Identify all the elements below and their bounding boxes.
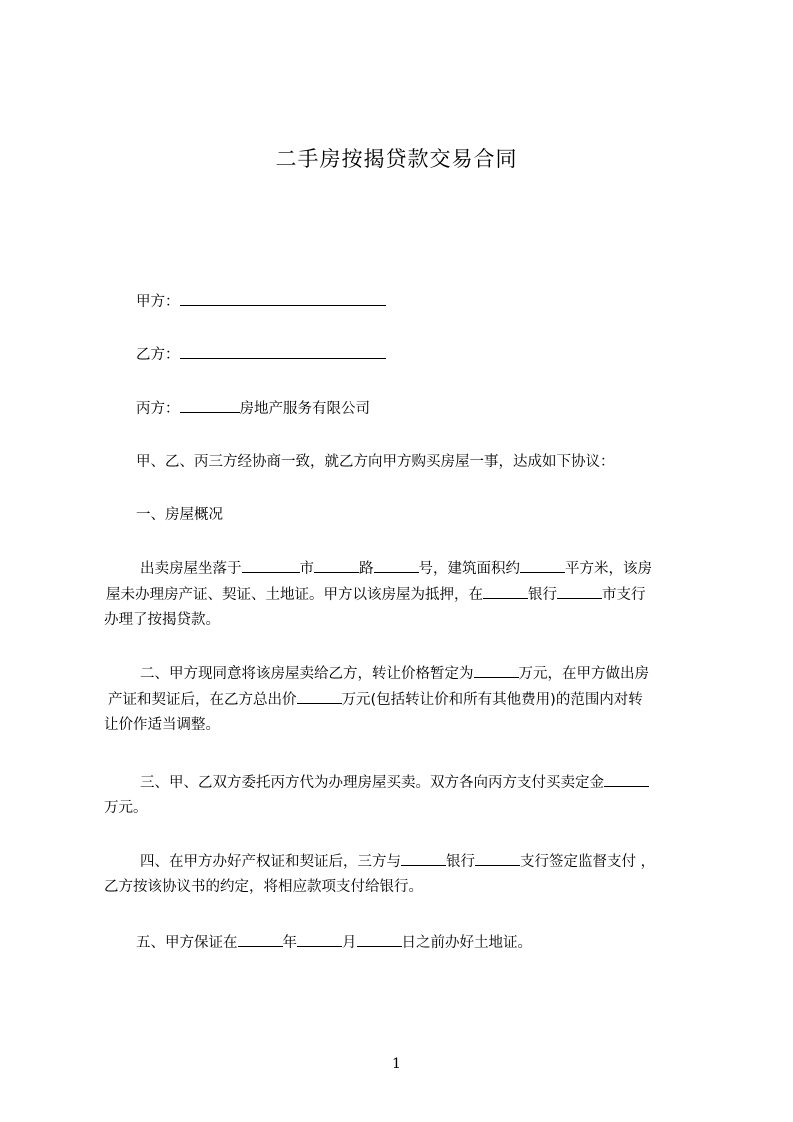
- s3-text-a: 三、甲、乙双方委托丙方代为办理房屋买卖。双方各向丙方支付买卖定金: [140, 775, 604, 791]
- party-a-line: [136, 290, 386, 313]
- section-2-line-1: [140, 662, 649, 685]
- s1-text-c: 路: [359, 561, 374, 577]
- s1-text-b: 市: [299, 561, 314, 577]
- intro-paragraph: 甲、乙、丙三方经协商一致，就乙方向甲方购买房屋一事，达成如下协议：: [136, 454, 615, 470]
- s4-text-c: 支行签定监督支付 ，: [520, 854, 656, 870]
- section-5-line: [136, 931, 532, 954]
- party-a-label: 甲方：: [136, 294, 180, 310]
- document-title: 二手房按揭贷款交易合同: [275, 147, 518, 171]
- party-b-blank: [180, 343, 386, 359]
- section-4-line-1: [140, 850, 655, 873]
- s1-text-e: 平方米，该房: [565, 561, 652, 577]
- number-blank: [374, 557, 419, 573]
- s1-text-h: 市支行: [602, 587, 646, 603]
- area-blank: [520, 557, 565, 573]
- party-c-suffix: 房地产服务有限公司: [239, 401, 370, 417]
- price-blank: [474, 662, 519, 678]
- s4-branch-blank: [475, 850, 520, 866]
- s1-text-a: 出卖房屋坐落于: [140, 561, 242, 577]
- party-b-line: [136, 343, 386, 366]
- s2-text-d: 万元(包括转让价和所有其他费用)的范围内对转: [341, 692, 643, 708]
- party-c-label: 丙方：: [136, 401, 180, 417]
- s4-bank-blank: [401, 850, 446, 866]
- section-3-line-1: [140, 771, 649, 794]
- month-blank: [297, 931, 342, 947]
- section-2-line-2: [108, 688, 643, 711]
- year-blank: [238, 931, 283, 947]
- day-blank: [357, 931, 402, 947]
- branch-blank: [557, 583, 602, 599]
- s2-text-b: 万元，在甲方做出房: [518, 666, 649, 682]
- s5-text-b: 年: [282, 935, 297, 951]
- s1-text-d: 号，建筑面积约: [418, 561, 520, 577]
- s2-text-c: 产证和契证后，在乙方总出价: [108, 692, 297, 708]
- s4-text-b: 银行: [446, 854, 475, 870]
- section-4-line-2: 乙方按该协议书的约定，将相应款项支付给银行。: [104, 879, 423, 895]
- city-blank: [242, 557, 300, 573]
- page-number: 1: [392, 1056, 401, 1072]
- s5-text-d: 日之前办好土地证。: [401, 935, 532, 951]
- party-c-line: [136, 397, 370, 420]
- section-1-line-3: 办理了按揭贷款。: [104, 612, 220, 628]
- s1-text-f: 屋未办理房产证、契证、土地证。甲方以该房屋为抵押，在: [106, 587, 483, 603]
- s1-text-g: 银行: [528, 587, 557, 603]
- s5-text-c: 月: [342, 935, 357, 951]
- section-1-heading: 一、房屋概况: [136, 507, 223, 523]
- section-1-line-2: [106, 583, 646, 606]
- party-c-blank: [180, 397, 240, 413]
- party-b-label: 乙方：: [136, 347, 180, 363]
- bank-blank: [483, 583, 528, 599]
- section-1-line-1: [140, 557, 652, 580]
- deposit-blank: [604, 771, 649, 787]
- s5-text-a: 五、甲方保证在: [136, 935, 238, 951]
- total-price-blank: [297, 688, 342, 704]
- section-3-line-2: 万元。: [104, 800, 148, 816]
- party-a-blank: [180, 290, 386, 306]
- s4-text-a: 四、在甲方办好产权证和契证后，三方与: [140, 854, 401, 870]
- section-2-line-3: 让价作适当调整。: [104, 717, 220, 733]
- road-blank: [314, 557, 359, 573]
- s2-text-a: 二、甲方现同意将该房屋卖给乙方，转让价格暂定为: [140, 666, 474, 682]
